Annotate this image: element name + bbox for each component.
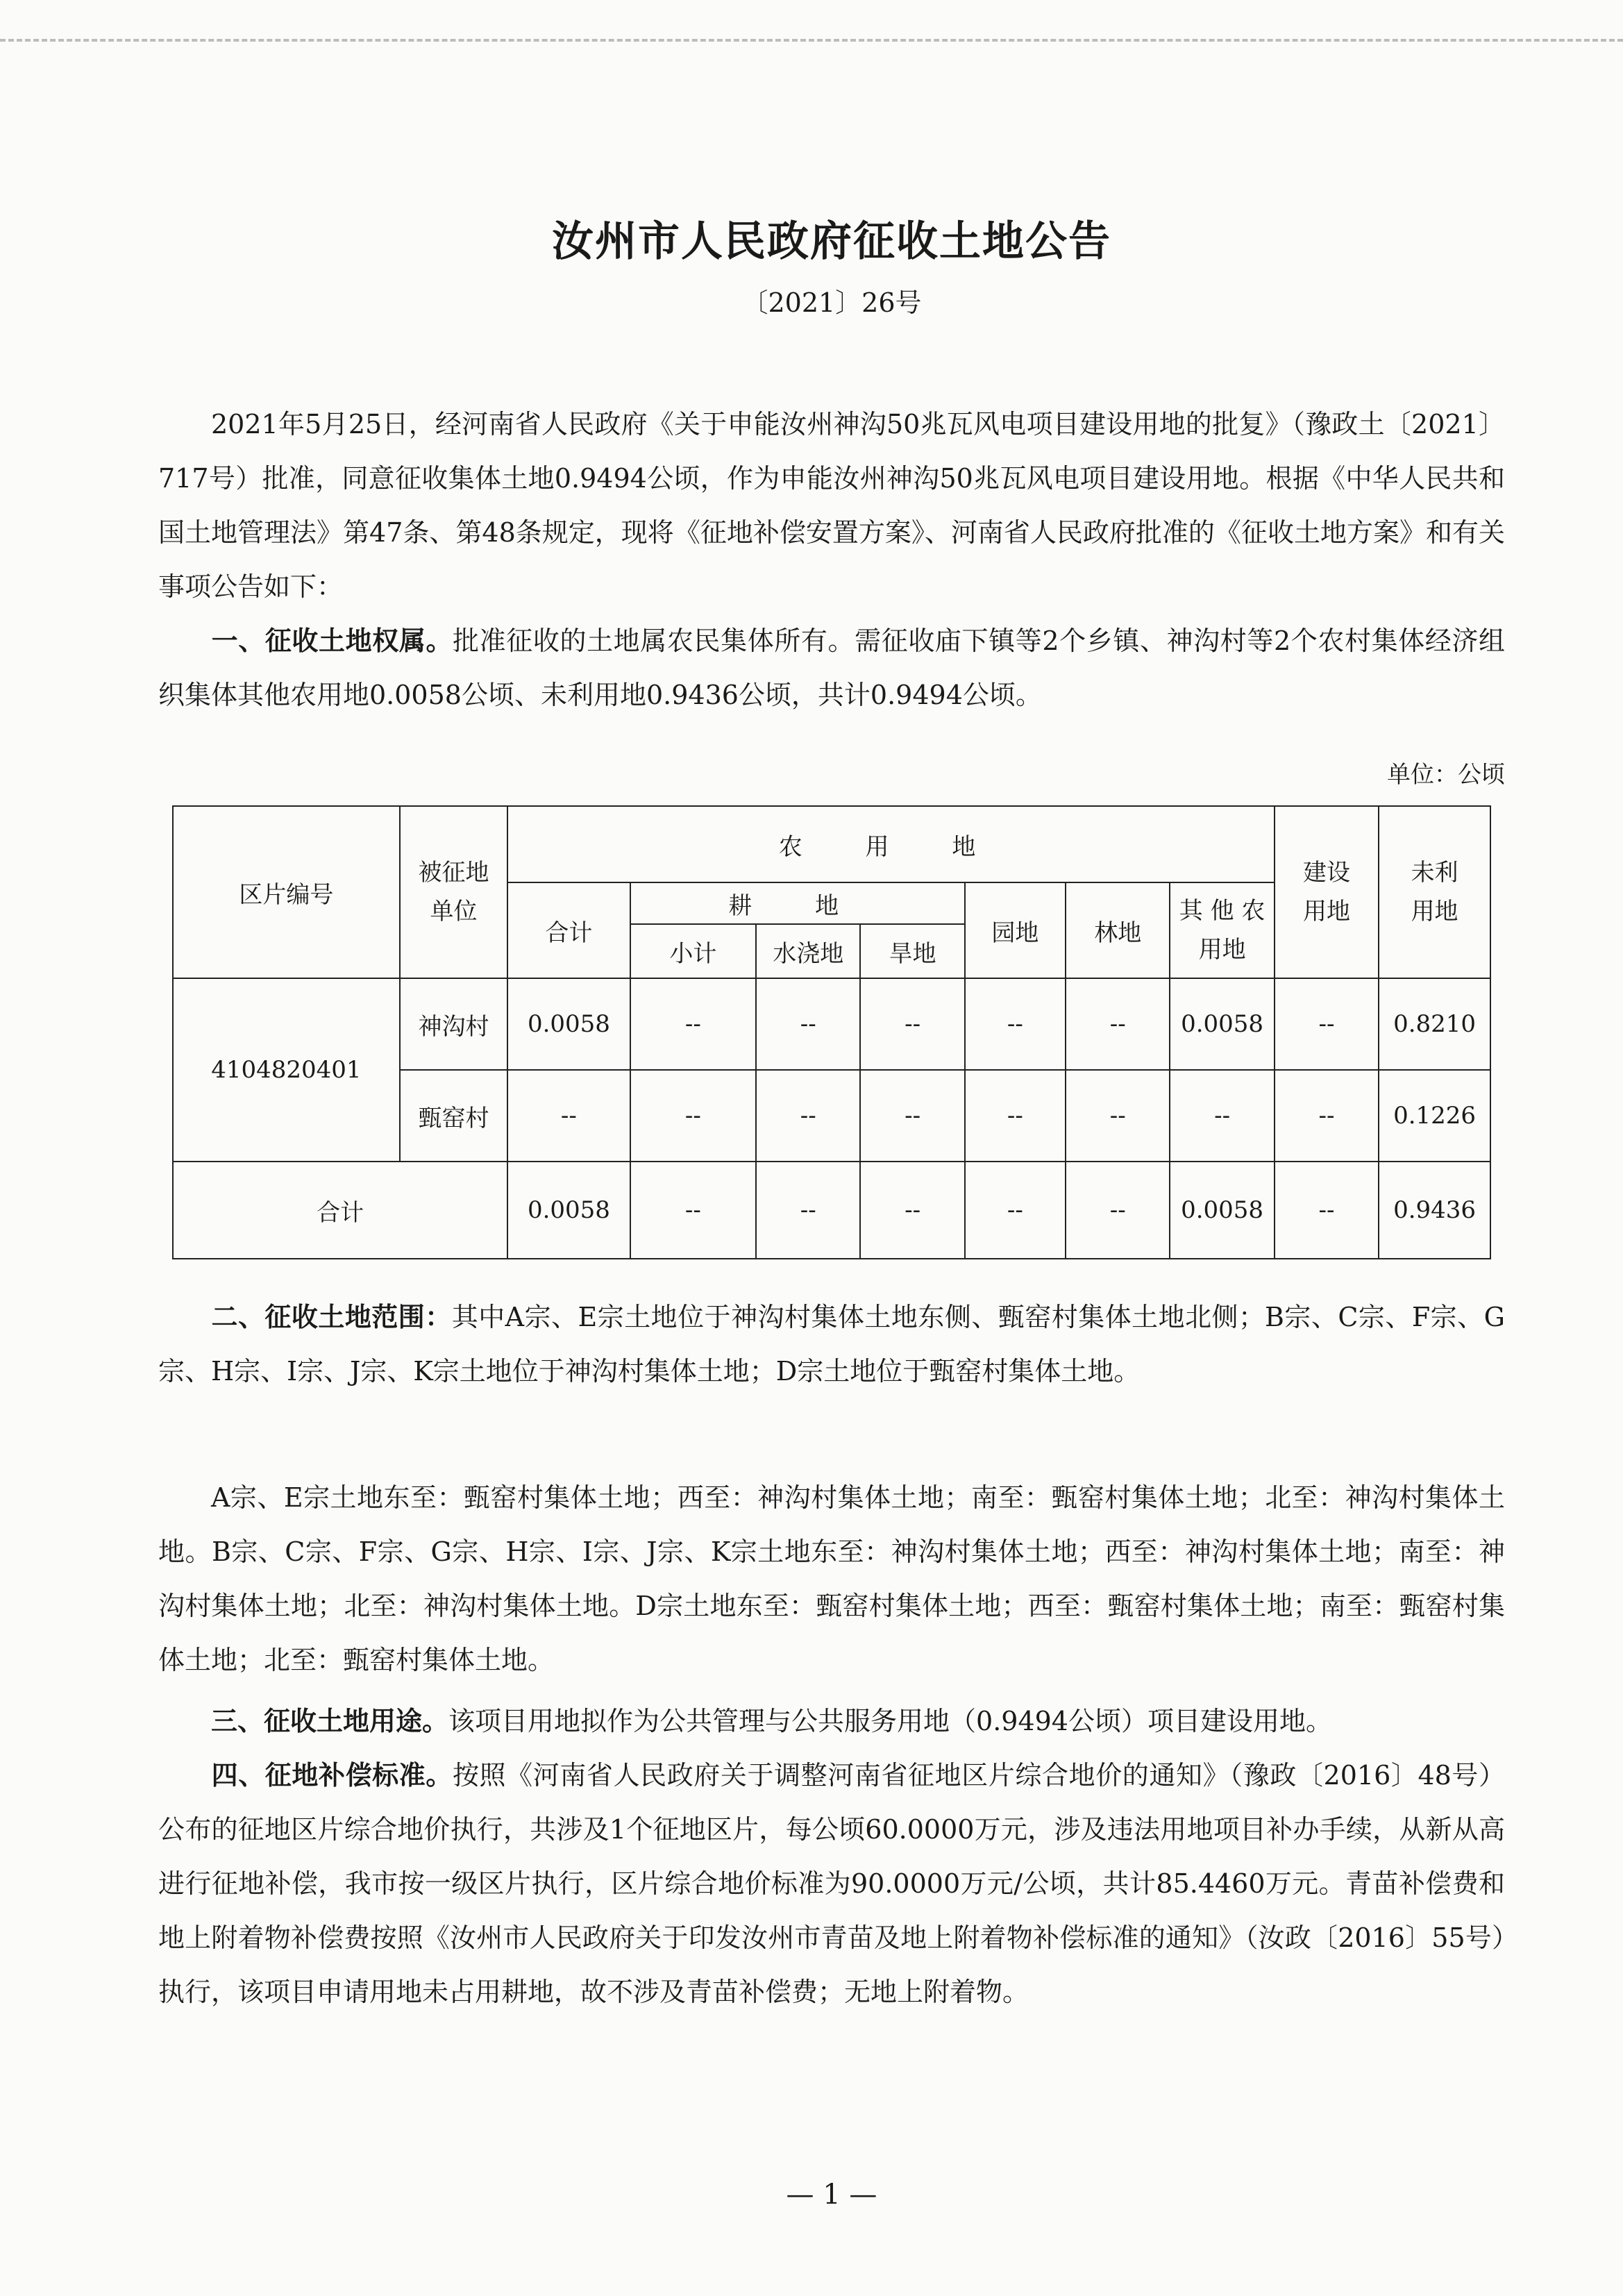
cell-garden: -- [965,1070,1066,1162]
page-number: — 1 — [786,2179,877,2211]
cell-dry: -- [860,978,964,1070]
header-other-agri-land: 其 他 农用地 [1170,882,1274,978]
land-table [172,805,1491,1259]
zone-id-cell: 4104820401 [173,978,400,1162]
header-dry-land: 旱地 [860,924,964,978]
header-arable-subtotal: 小计 [630,924,757,978]
header-construction-land: 建设用地 [1275,806,1379,978]
section-2-boundaries-text: A宗、E宗土地东至：甄窑村集体土地；西至：神沟村集体土地；南至：甄窑村集体土地；北至：神沟村集体土地。B宗、C宗、F宗、G宗、H宗、I宗、J宗、K宗土地东至：神沟村集体土地；西至：神沟村集体土地；南至：神沟村集体土地；北至：神沟村集体土地。D宗土地东至：甄窑村集体土地；西至：甄窑村集体土地；南至：甄窑村集体土地；北至：甄窑村集体土地。 [158,1482,1505,1675]
cell-sub: -- [630,1162,757,1259]
cell-unused: 0.8210 [1379,978,1490,1070]
cell-unused: 0.1226 [1379,1070,1490,1162]
table-row [173,978,1490,1070]
header-zone-id: 区片编号 [173,806,400,978]
header-irrigated-land: 水浇地 [756,924,860,978]
cell-construct: -- [1275,1070,1379,1162]
cell-sub: -- [630,1070,757,1162]
intro-text: 2021年5月25日，经河南省人民政府《关于申能汝州神沟50兆瓦风电项目建设用地的批复》（豫政土〔2021〕717号）批准，同意征收集体土地0.9494公顷，作为申能汝州神沟50兆瓦风电项目建设用地。根据《中华人民共和国土地管理法》第47条、第48条规定，现将《征地补偿安置方案》、河南省人民政府批准的《征收土地方案》和有关事项公告如下： [158,409,1505,602]
cell-dry: -- [860,1162,964,1259]
cell-total: 0.0058 [507,978,630,1070]
section-3-heading: 三、征收土地用途。 [211,1706,449,1736]
header-agri-total: 合计 [507,882,630,978]
cell-other: 0.0058 [1170,978,1274,1070]
table-total-row [173,1162,1490,1259]
cell-garden: -- [965,978,1066,1070]
cell-other: -- [1170,1070,1274,1162]
header-agricultural-land: 农 用 地 [507,806,1275,882]
document-number: 〔2021〕26号 [741,287,922,318]
cell-forest: -- [1066,978,1170,1070]
unit-label: 单位：公顷 [1387,761,1505,789]
section-3-text: 该项目用地拟作为公共管理与公共服务用地（0.9494公顷）项目建设用地。 [448,1706,1332,1736]
cell-forest: -- [1066,1070,1170,1162]
header-expropriated-unit: 被征地单位 [400,806,508,978]
cell-unit: 神沟村 [400,978,508,1070]
cell-sum-label: 合计 [173,1162,507,1259]
cell-unit: 甄窑村 [400,1070,508,1162]
section-1-heading: 一、征收土地权属。 [211,626,453,656]
cell-other: 0.0058 [1170,1162,1274,1259]
cell-dry: -- [860,1070,964,1162]
cell-irrigated: -- [756,1162,860,1259]
cell-unused: 0.9436 [1379,1162,1490,1259]
section-4-paragraph [158,1748,1505,2019]
cell-irrigated: -- [756,1070,860,1162]
section-4-text: 按照《河南省人民政府关于调整河南省征地区片综合地价的通知》（豫政〔2016〕48号）公布的征地区片综合地价执行，共涉及1个征地区片，每公顷60.0000万元，涉及违法用地项目补办手续，从新从高进行征地补偿，我市按一级区片执行，区片综合地价标准为90.0000万元/公顷，共计85.4460万元。青苗补偿费和地上附着物补偿费按照《汝州市人民政府关于印发汝州市青苗及地上附着物补偿标准的通知》（汝政〔2016〕55号）执行，该项目申请用地未占用耕地，故不涉及青苗补偿费；无地上附着物。 [158,1760,1505,2007]
section-4-heading: 四、征地补偿标准。 [211,1760,453,1791]
cell-sub: -- [630,978,757,1070]
cell-construct: -- [1275,978,1379,1070]
cell-irrigated: -- [756,978,860,1070]
cell-construct: -- [1275,1162,1379,1259]
section-1-text: 批准征收的土地属农民集体所有。需征收庙下镇等2个乡镇、神沟村等2个农村集体经济组织集体其他农用地0.0058公顷、未利用地0.9436公顷，共计0.9494公顷。 [158,626,1505,710]
section-2-heading: 二、征收土地范围： [211,1302,452,1332]
section-2-boundaries-paragraph [158,1470,1505,1687]
cell-forest: -- [1066,1162,1170,1259]
cell-garden: -- [965,1162,1066,1259]
section-3-paragraph [158,1694,1505,1748]
intro-paragraph [158,397,1505,614]
section-1-paragraph [158,614,1505,722]
document-title: 汝州市人民政府征收土地公告 [552,217,1111,266]
page-top-dash-line [0,39,1623,42]
cell-total: -- [507,1070,630,1162]
cell-total: 0.0058 [507,1162,630,1259]
section-2-text: 其中A宗、E宗土地位于神沟村集体土地东侧、甄窑村集体土地北侧；B宗、C宗、F宗、G宗、H宗、I宗、J宗、K宗土地位于神沟村集体土地；D宗土地位于甄窑村集体土地。 [158,1302,1505,1386]
header-forest-land: 林地 [1066,882,1170,978]
header-arable-land: 耕 地 [630,882,965,924]
header-unused-land: 未利用地 [1379,806,1490,978]
section-2-paragraph [158,1290,1505,1398]
header-garden-land: 园地 [965,882,1066,978]
